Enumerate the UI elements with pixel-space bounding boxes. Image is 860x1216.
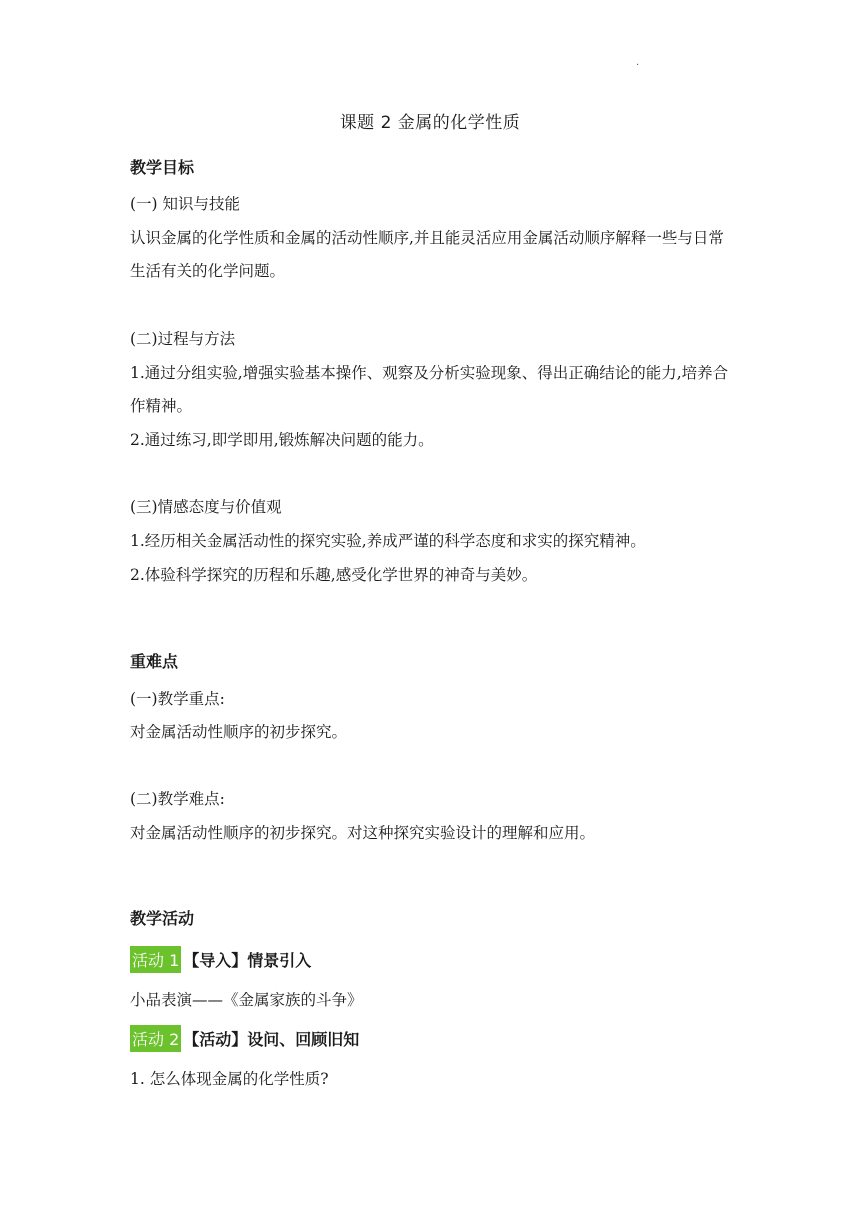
page-title: 课题 2 金属的化学性质 bbox=[339, 113, 521, 133]
process-item-1: 1.通过分组实验,增强实验基本操作、观察及分析实验现象、得出正确结论的能力,培养合作精神。 bbox=[130, 364, 729, 415]
objectives-heading: 教学目标 bbox=[130, 158, 195, 177]
knowledge-title: (一) 知识与技能 bbox=[130, 195, 241, 213]
activity-1-header bbox=[130, 946, 311, 973]
activity-2-tag: 活动 2 bbox=[130, 1025, 181, 1052]
activity-1-title: 【导入】情景引入 bbox=[183, 951, 312, 970]
activity-1-text: 小品表演——《金属家族的斗争》 bbox=[130, 991, 363, 1009]
process-item-2: 2.通过练习,即学即用,锻炼解决问题的能力。 bbox=[130, 431, 434, 449]
difficulty-text: 对金属活动性顺序的初步探究。对这种探究实验设计的理解和应用。 bbox=[130, 824, 596, 842]
key-points-heading: 重难点 bbox=[130, 652, 179, 671]
activity-2-header bbox=[130, 1025, 359, 1052]
attitude-item-1: 1.经历相关金属活动性的探究实验,养成严谨的科学态度和求实的探究精神。 bbox=[130, 532, 646, 550]
focus-title: (一)教学重点: bbox=[130, 690, 225, 708]
difficulty-title: (二)教学难点: bbox=[130, 790, 225, 808]
activity-1-tag: 活动 1 bbox=[130, 946, 181, 973]
header-dot: · bbox=[636, 60, 640, 71]
activity-2-title: 【活动】设问、回顾旧知 bbox=[183, 1030, 360, 1049]
focus-text: 对金属活动性顺序的初步探究。 bbox=[130, 723, 348, 741]
process-title: (二)过程与方法 bbox=[130, 330, 236, 348]
knowledge-text: 认识金属的化学性质和金属的活动性顺序,并且能灵活应用金属活动顺序解释一些与日常生活有关的化学问题。 bbox=[130, 229, 724, 280]
attitude-title: (三)情感态度与价值观 bbox=[130, 498, 282, 516]
attitude-item-2: 2.体验科学探究的历程和乐趣,感受化学世界的神奇与美妙。 bbox=[130, 566, 538, 584]
activity-2-question-1: 1. 怎么体现金属的化学性质? bbox=[130, 1070, 329, 1088]
activities-heading: 教学活动 bbox=[130, 909, 195, 928]
